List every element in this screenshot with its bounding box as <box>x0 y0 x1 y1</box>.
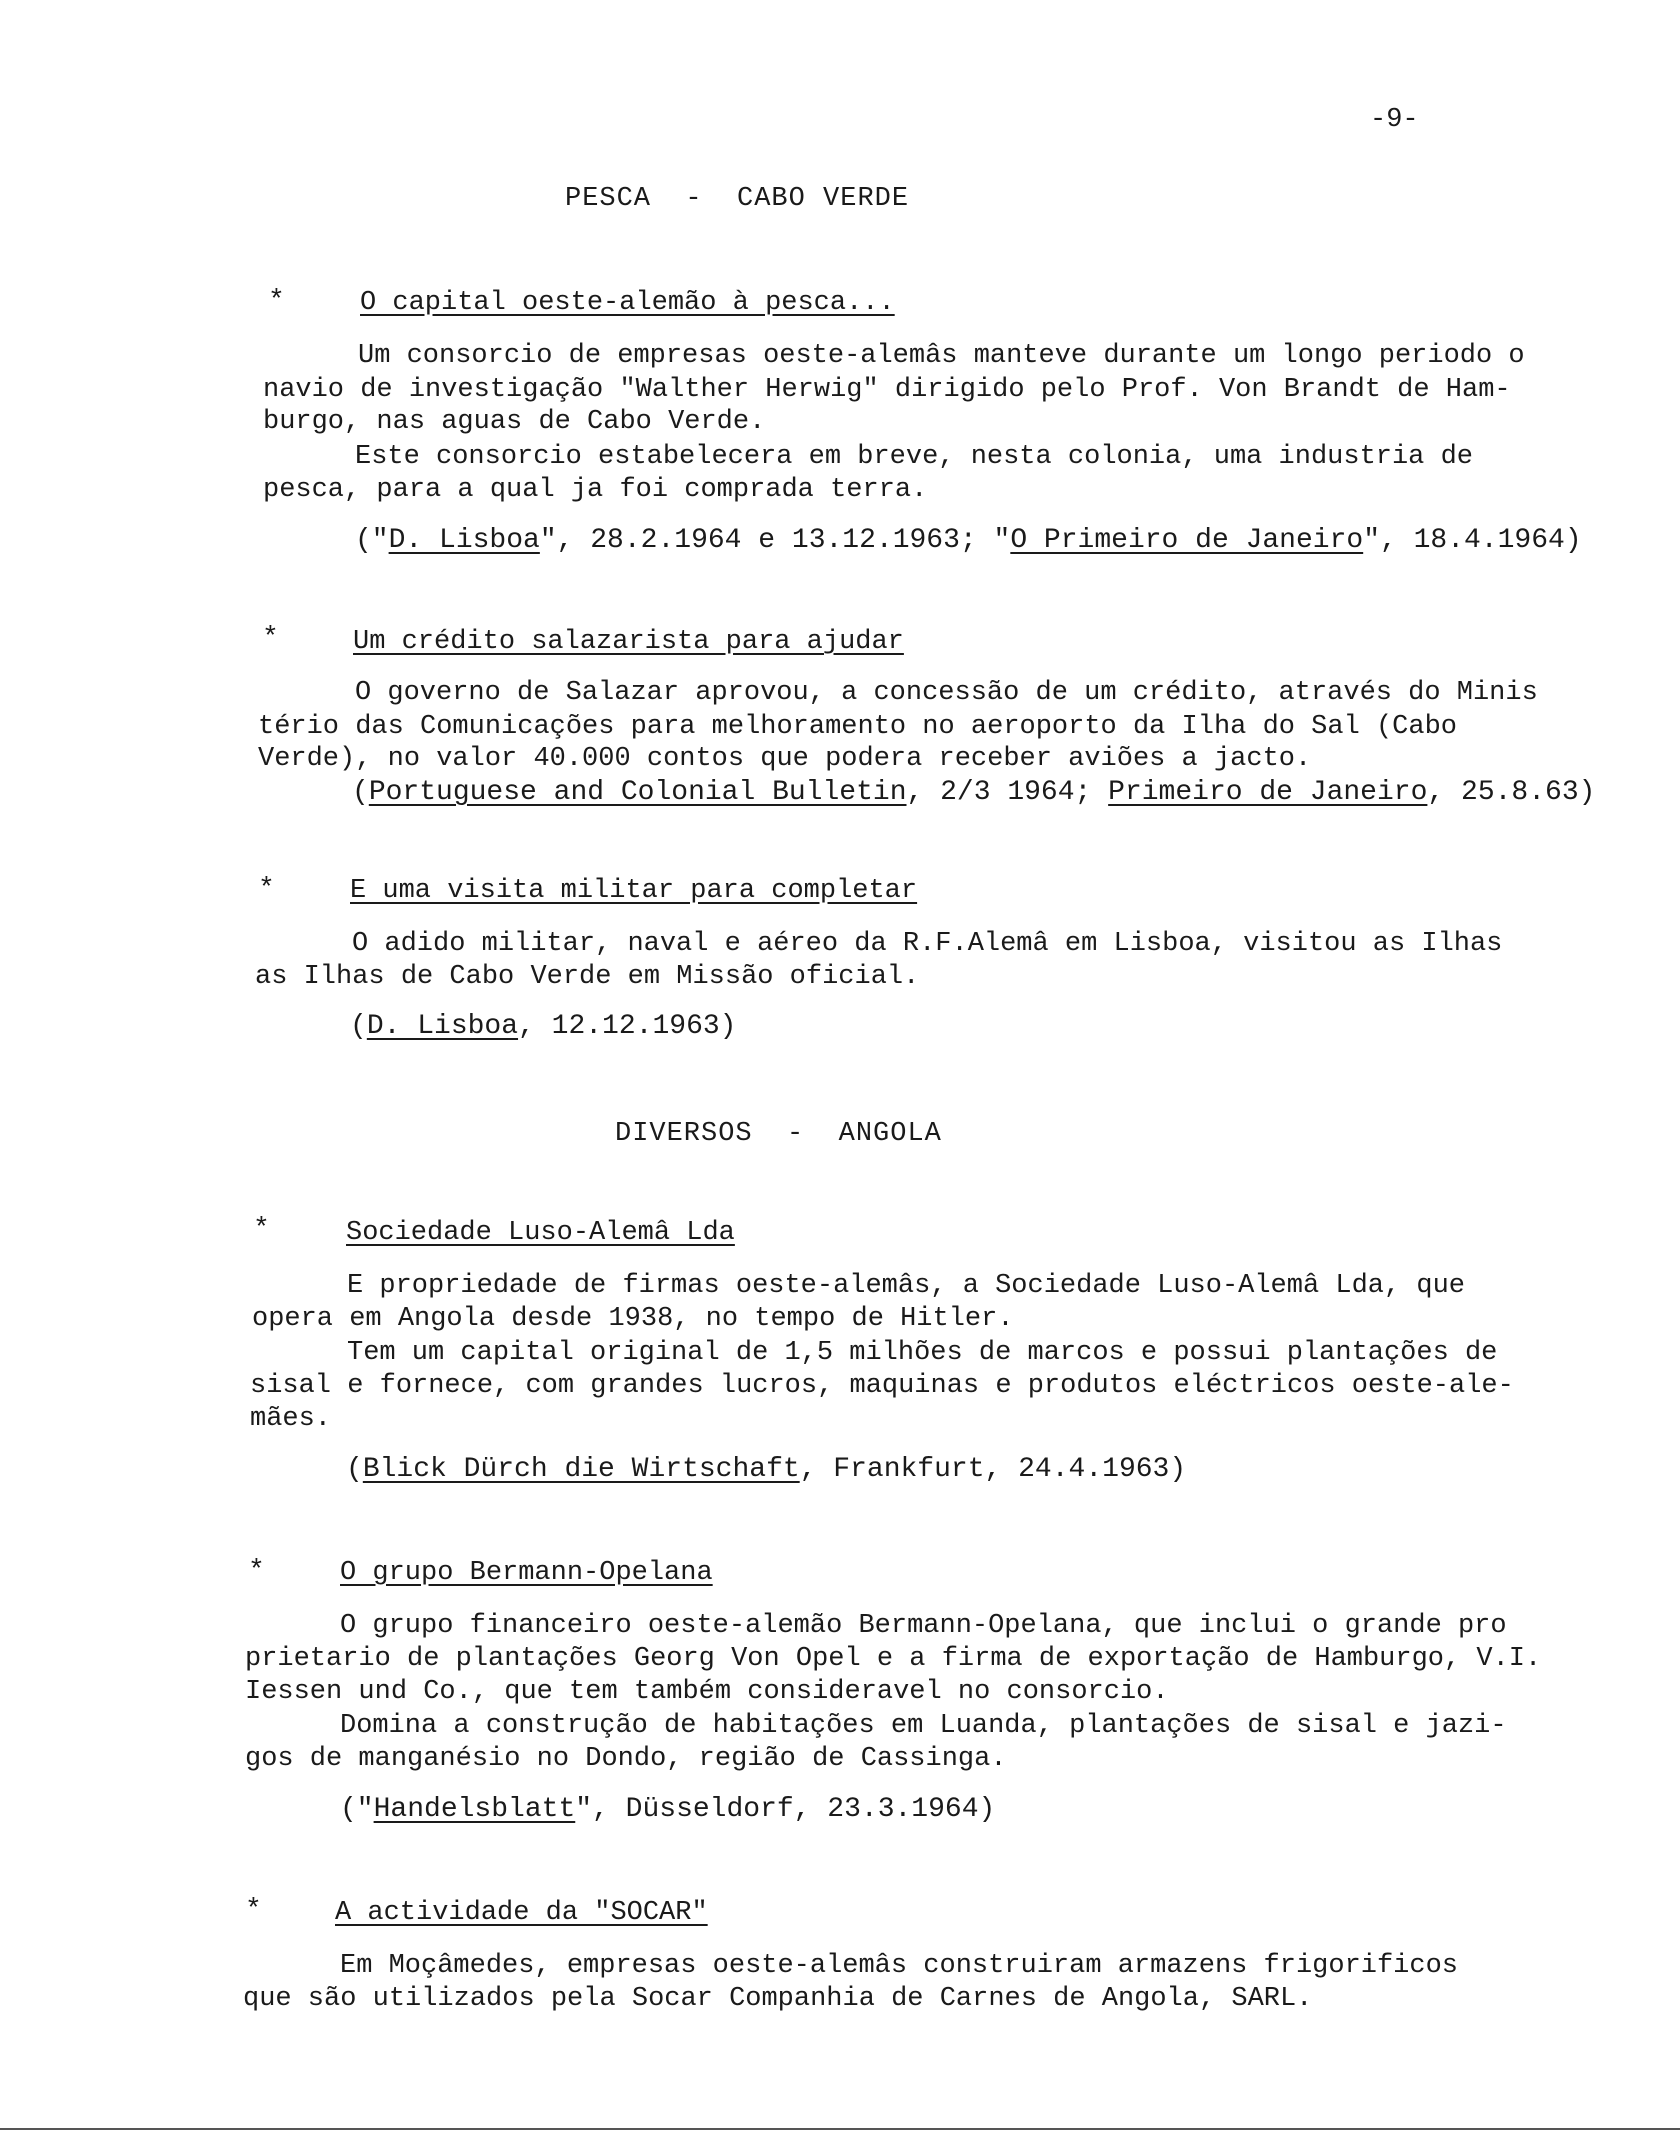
item-text-line: Este consorcio estabelecera em breve, nesta colonia, uma industria de <box>355 442 1473 472</box>
item-text-line: sisal e fornece, com grandes lucros, maquinas e produtos eléctricos oeste-ale- <box>250 1371 1514 1401</box>
page-bottom-rule <box>0 2128 1680 2130</box>
item-text-line: tério das Comunicações para melhoramento no aeroporto da Ilha do Sal (Cabo <box>258 712 1457 742</box>
item-text-line: Domina a construção de habitações em Luanda, plantações de sisal e jazi- <box>340 1711 1507 1741</box>
item-text-line: Tem um capital original de 1,5 milhões de marcos e possui plantações de <box>347 1338 1498 1368</box>
bullet-star: * <box>268 286 285 317</box>
bullet-star: * <box>262 623 279 654</box>
item-text-line: E propriedade de firmas oeste-alemâs, a Sociedade Luso-Alemâ Lda, que <box>347 1271 1465 1301</box>
item-text-line: que são utilizados pela Socar Companhia de Carnes de Angola, SARL. <box>243 1984 1313 2014</box>
item-text-line: O adido militar, naval e aéreo da R.F.Alemâ em Lisboa, visitou as Ilhas <box>352 929 1503 959</box>
item-text-line: Um consorcio de empresas oeste-alemâs manteve durante um longo periodo o <box>358 341 1525 371</box>
item-text-line: opera em Angola desde 1938, no tempo de Hitler. <box>252 1304 1014 1334</box>
page-number: -9- <box>1370 105 1419 135</box>
item-title: O capital oeste-alemão à pesca... <box>360 288 895 318</box>
item-text-line: burgo, nas aguas de Cabo Verde. <box>263 407 766 437</box>
item-text-line: gos de manganésio no Dondo, região de Cassinga. <box>245 1744 1007 1774</box>
item-title: A actividade da "SOCAR" <box>335 1898 708 1928</box>
item-source: (Blick Dürch die Wirtschaft, Frankfurt, 24.4.1963) <box>346 1454 1187 1485</box>
item-text-line: Iessen und Co., que tem também consideravel no consorcio. <box>245 1677 1169 1707</box>
item-source: ("D. Lisboa", 28.2.1964 e 13.12.1963; "O Primeiro de Janeiro", 18.4.1964) <box>355 525 1582 556</box>
item-text-line: O governo de Salazar aprovou, a concessão de um crédito, através do Minis <box>355 678 1538 708</box>
bullet-star: * <box>253 1214 270 1245</box>
item-title: E uma visita militar para completar <box>350 876 918 906</box>
item-source: (D. Lisboa, 12.12.1963) <box>350 1011 737 1042</box>
bullet-star: * <box>258 874 275 905</box>
item-text-line: pesca, para a qual ja foi comprada terra. <box>263 475 928 505</box>
item-text-line: Verde), no valor 40.000 contos que podera receber aviões a jacto. <box>258 744 1312 774</box>
section-heading-pesca: PESCA - CABO VERDE <box>565 184 910 214</box>
item-title: Um crédito salazarista para ajudar <box>353 627 904 657</box>
item-text-line: mães. <box>250 1404 332 1434</box>
item-text-line: prietario de plantações Georg Von Opel e a firma de exportação de Hamburgo, V.I. <box>245 1644 1542 1674</box>
item-title: Sociedade Luso-Alemâ Lda <box>346 1218 735 1248</box>
item-source: ("Handelsblatt", Düsseldorf, 23.3.1964) <box>340 1794 996 1825</box>
item-source: (Portuguese and Colonial Bulletin, 2/3 1964; Primeiro de Janeiro, 25.8.63) <box>352 777 1596 808</box>
item-text-line: navio de investigação "Walther Herwig" dirigido pelo Prof. Von Brandt de Ham- <box>263 375 1511 405</box>
item-text-line: O grupo financeiro oeste-alemão Bermann-Opelana, que inclui o grande pro <box>340 1611 1507 1641</box>
section-heading-angola: DIVERSOS - ANGOLA <box>615 1119 942 1149</box>
item-title: O grupo Bermann-Opelana <box>340 1558 713 1588</box>
bullet-star: * <box>248 1556 265 1587</box>
bullet-star: * <box>245 1895 262 1926</box>
item-text-line: Em Moçâmedes, empresas oeste-alemâs construiram armazens frigorificos <box>340 1951 1458 1981</box>
item-text-line: as Ilhas de Cabo Verde em Missão oficial. <box>255 962 920 992</box>
